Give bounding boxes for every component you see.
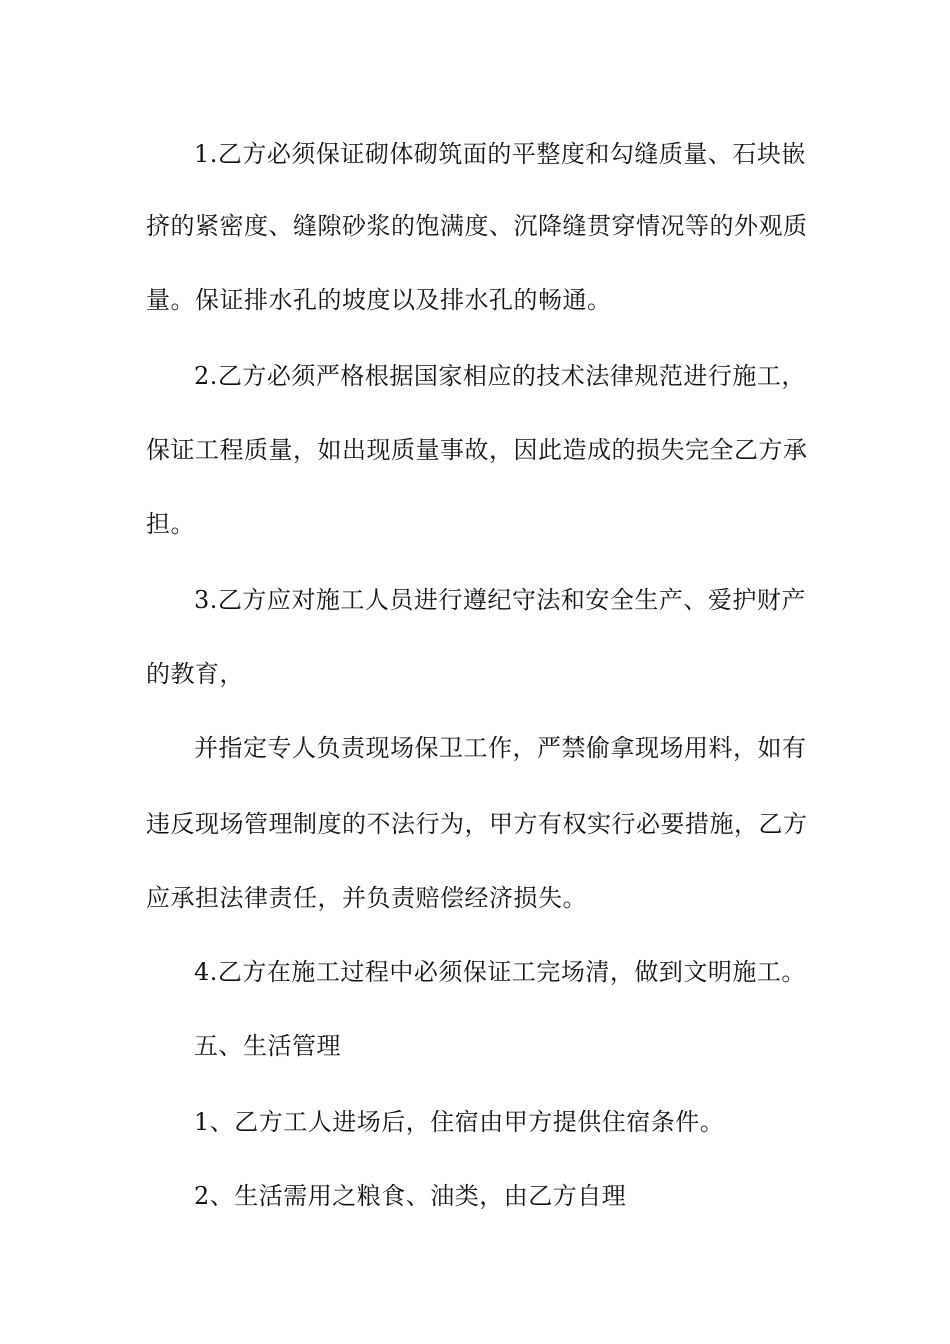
text-line: 4.乙方在施工过程中必须保证工完场清，做到文明施工。	[194, 958, 806, 986]
text-line: 3.乙方应对施工人员进行遵纪守法和安全生产、爱护财产	[194, 586, 806, 614]
text-line: 违反现场管理制度的不法行为，甲方有权实行必要措施，乙方	[146, 810, 808, 838]
section-heading: 五、生活管理	[194, 1032, 341, 1060]
text-line: 量。保证排水孔的坡度以及排水孔的畅通。	[146, 286, 612, 314]
text-line: 保证工程质量，如出现质量事故，因此造成的损失完全乙方承	[146, 436, 808, 464]
text-line: 1.乙方必须保证砌体砌筑面的平整度和勾缝质量、石块嵌	[194, 140, 806, 168]
text-line: 挤的紧密度、缝隙砂浆的饱满度、沉降缝贯穿情况等的外观质	[146, 212, 808, 240]
text-line: 2、生活需用之粮食、油类，由乙方自理	[194, 1182, 627, 1210]
text-line: 2.乙方必须严格根据国家相应的技术法律规范进行施工，	[194, 362, 806, 390]
text-line: 1、乙方工人进场后，住宿由甲方提供住宿条件。	[194, 1108, 725, 1136]
text-line: 担。	[146, 510, 195, 538]
text-line: 的教育，	[146, 660, 244, 688]
text-line: 并指定专人负责现场保卫工作，严禁偷拿现场用料，如有	[194, 734, 807, 762]
text-line: 应承担法律责任，并负责赔偿经济损失。	[146, 884, 587, 912]
